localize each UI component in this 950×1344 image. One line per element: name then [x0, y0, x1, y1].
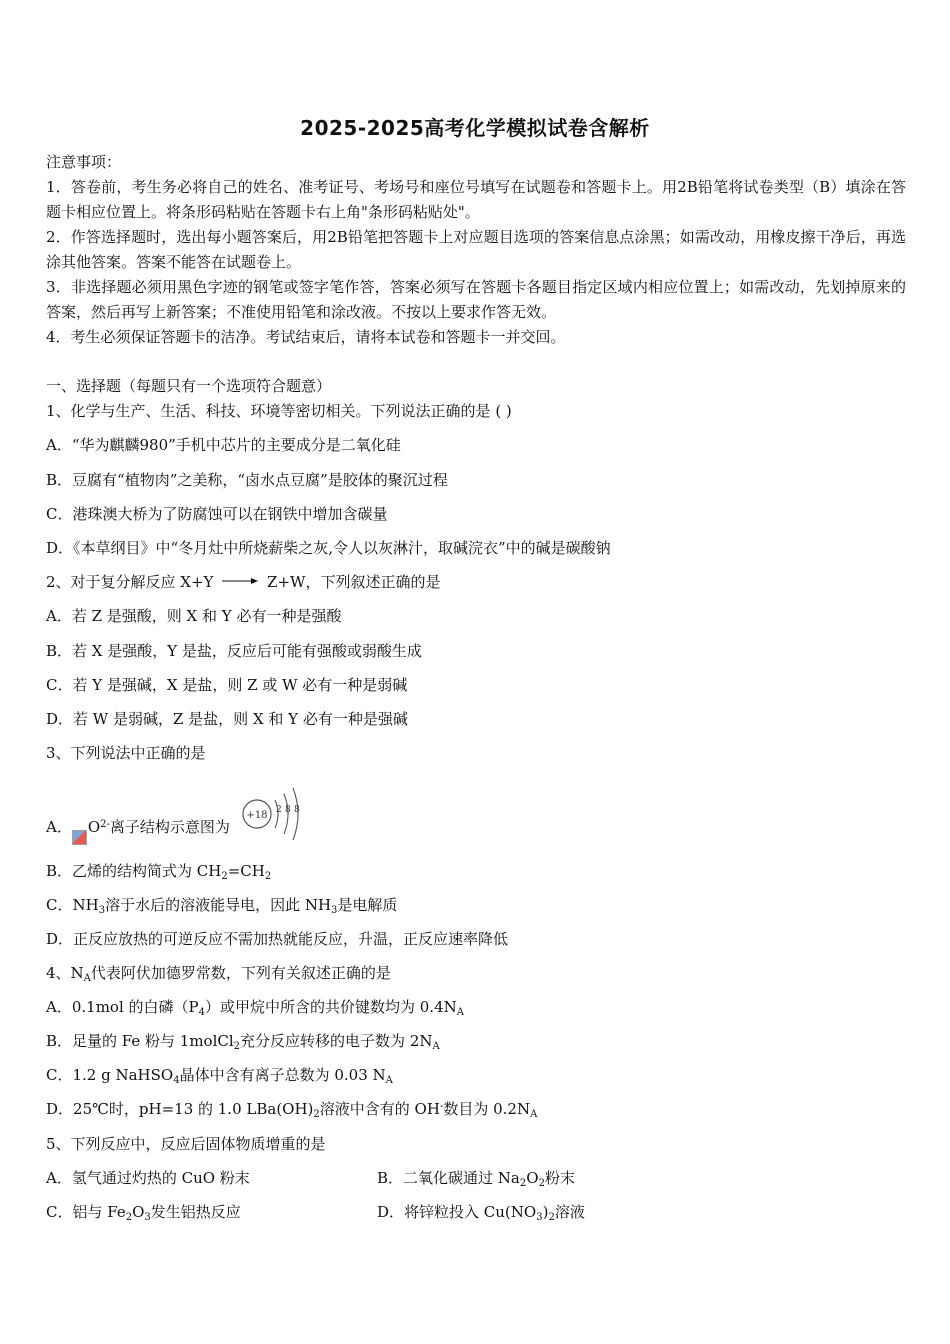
text-run: O: [526, 1169, 539, 1187]
shell-electron-count: 2: [275, 805, 282, 815]
text-run: O: [132, 1203, 145, 1221]
subscript: A: [385, 1075, 393, 1086]
question-4-option-b: [46, 1030, 440, 1052]
subscript: 4: [173, 1075, 180, 1086]
question-4-stem: [46, 962, 391, 984]
subscript: 2: [233, 1041, 241, 1052]
question-1-stem: 1、化学与生产、生活、科技、环境等密切相关。下列说法正确的是 ( ): [46, 402, 512, 420]
notes-item: 3．非选择题必须用黑色字迹的钢笔或签字笔作答，答案必须写在答题卡各题目指定区域内相应位置上；如需改动，先划掉原来的答案，然后再写上新答案；不准使用铅笔和涂改液。不按以上要求作答无效。: [46, 278, 906, 321]
text-run: D．25℃时，pH=13 的 1.0 LBa(OH): [46, 1100, 314, 1118]
atom-structure-diagram: [237, 782, 303, 846]
text-run: 粉末: [544, 1169, 575, 1187]
text-run: 发生铝热反应: [150, 1203, 241, 1221]
broken-image-icon: [72, 822, 86, 852]
question-5-option-b: [377, 1167, 575, 1189]
question-2-stem-right: Z+W，下列叙述正确的是: [267, 573, 441, 591]
text-run: C．铝与 Fe: [46, 1203, 126, 1221]
text-run: A．0.1mol 的白磷（P: [46, 998, 199, 1016]
question-4-option-a: [46, 996, 464, 1018]
reaction-arrow-icon: [220, 577, 260, 585]
section-heading: 一、选择题（每题只有一个选项符合题意）: [46, 377, 332, 395]
subscript: 2: [519, 1178, 527, 1189]
ion-symbol: O: [87, 818, 101, 836]
subscript: 2: [313, 1109, 320, 1120]
text-run: D．将锌粒投入 Cu(NO: [377, 1203, 537, 1221]
subscript: 2: [264, 871, 272, 882]
question-3-option-c: [46, 894, 397, 916]
question-1-option-c: C．港珠澳大桥为了防腐蚀可以在钢铁中增加含碳量: [46, 505, 388, 523]
text-run: C．1.2 g NaHSO: [46, 1066, 174, 1084]
shell-electron-count: 8: [284, 805, 291, 815]
text-run: 充分反应转移的电子数为 2N: [240, 1032, 433, 1050]
text-run: B．足量的 Fe 粉与 1molCl: [46, 1032, 234, 1050]
subscript: A: [456, 1007, 464, 1018]
text-run: 溶液: [554, 1203, 585, 1221]
question-5-stem: 5、下列反应中，反应后固体物质增重的是: [46, 1135, 326, 1153]
superscript: -: [439, 1101, 444, 1112]
question-1-option-b: B．豆腐有“植物肉”之美称，“卤水点豆腐”是胶体的聚沉过程: [46, 471, 448, 489]
question-2-option-b: B．若 X 是强酸，Y 是盐，反应后可能有强酸或弱酸生成: [46, 642, 422, 660]
subscript: 2: [125, 1212, 133, 1223]
text-run: C．NH: [46, 896, 99, 914]
text-run: 溶于水后的溶液能导电，因此 NH: [105, 896, 332, 914]
option-text: 离子结构示意图为: [109, 818, 230, 836]
subscript: 3: [144, 1212, 151, 1223]
text-run: 是电解质: [337, 896, 398, 914]
question-5-option-c: [46, 1201, 241, 1223]
notes-item: 4．考生必须保证答题卡的洁净。考试结束后，请将本试卷和答题卡一并交回。: [46, 328, 566, 346]
notes-item: 2．作答选择题时，选出每小题答案后，用2B铅笔把答题卡上对应题目选项的答案信息点涂黑；如需改动，用橡皮擦干净后，再选涂其他答案。答案不能答在试题卷上。: [46, 228, 906, 271]
notes-item: 1．答卷前，考生务必将自己的姓名、准考证号、考场号和座位号填写在试题卷和答题卡上。用2B铅笔将试卷类型（B）填涂在答题卡相应位置上。将条形码粘贴在答题卡右上角"条形码粘贴处"。: [46, 178, 906, 221]
question-3-option-a: [46, 782, 303, 852]
question-4-option-c: [46, 1064, 393, 1086]
question-2-option-c: C．若 Y 是强碱，X 是盐，则 Z 或 W 必有一种是弱碱: [46, 676, 408, 694]
text-run: ): [542, 1203, 549, 1221]
ion-charge: 2-: [100, 819, 110, 830]
text-run: B．乙烯的结构简式为 CH: [46, 862, 222, 880]
question-2-stem: [46, 571, 440, 592]
text-run: 代表阿伏加德罗常数，下列有关叙述正确的是: [90, 964, 391, 982]
question-2-option-d: D．若 W 是弱碱，Z 是盐，则 X 和 Y 必有一种是强碱: [46, 710, 408, 728]
shell-electron-count: 8: [293, 805, 300, 815]
subscript: 2: [221, 871, 228, 882]
question-4-option-d: [46, 1098, 537, 1120]
subscript: 3: [536, 1212, 543, 1223]
option-label: A．: [46, 818, 72, 836]
subscript: 2: [548, 1212, 555, 1223]
subscript: 4: [198, 1007, 205, 1018]
subscript: A: [83, 973, 91, 984]
question-2-stem-left: 2、对于复分解反应 X+Y: [46, 573, 214, 591]
question-5-option-a: A．氢气通过灼热的 CuO 粉末: [46, 1169, 250, 1187]
question-3-stem: 3、下列说法中正确的是: [46, 744, 206, 762]
subscript: 3: [98, 905, 106, 916]
subscript: 2: [538, 1178, 545, 1189]
text-run: 晶体中含有离子总数为 0.03 N: [179, 1066, 386, 1084]
subscript: A: [432, 1041, 440, 1052]
notes-block: [46, 150, 906, 350]
text-run: 溶液中含有的 OH: [319, 1100, 440, 1118]
page-title: 2025-2025高考化学模拟试卷含解析: [300, 116, 650, 140]
question-2-option-a: A．若 Z 是强酸，则 X 和 Y 必有一种是强酸: [46, 607, 342, 625]
text-run: B．二氧化碳通过 Na: [377, 1169, 520, 1187]
question-3-option-b: [46, 860, 271, 882]
notes-heading: 注意事项：: [46, 153, 122, 171]
question-1-option-d: D．《本草纲目》中“冬月灶中所烧薪柴之灰,令人以灰淋汁，取碱浣衣”中的碱是碳酸钠: [46, 539, 611, 557]
atom-nucleus-label: +18: [246, 810, 268, 821]
subscript: A: [530, 1109, 538, 1120]
question-5-option-d: [377, 1201, 585, 1223]
text-run: 数目为 0.2N: [443, 1100, 531, 1118]
text-run: 4、N: [46, 964, 84, 982]
text-run: =CH: [227, 862, 265, 880]
subscript: 3: [331, 905, 338, 916]
question-1-option-a: A．“华为麒麟980”手机中芯片的主要成分是二氧化硅: [46, 436, 401, 454]
question-3-option-d: D．正反应放热的可逆反应不需加热就能反应，升温，正反应速率降低: [46, 930, 509, 948]
text-run: ）或甲烷中所含的共价键数均为 0.4N: [204, 998, 457, 1016]
